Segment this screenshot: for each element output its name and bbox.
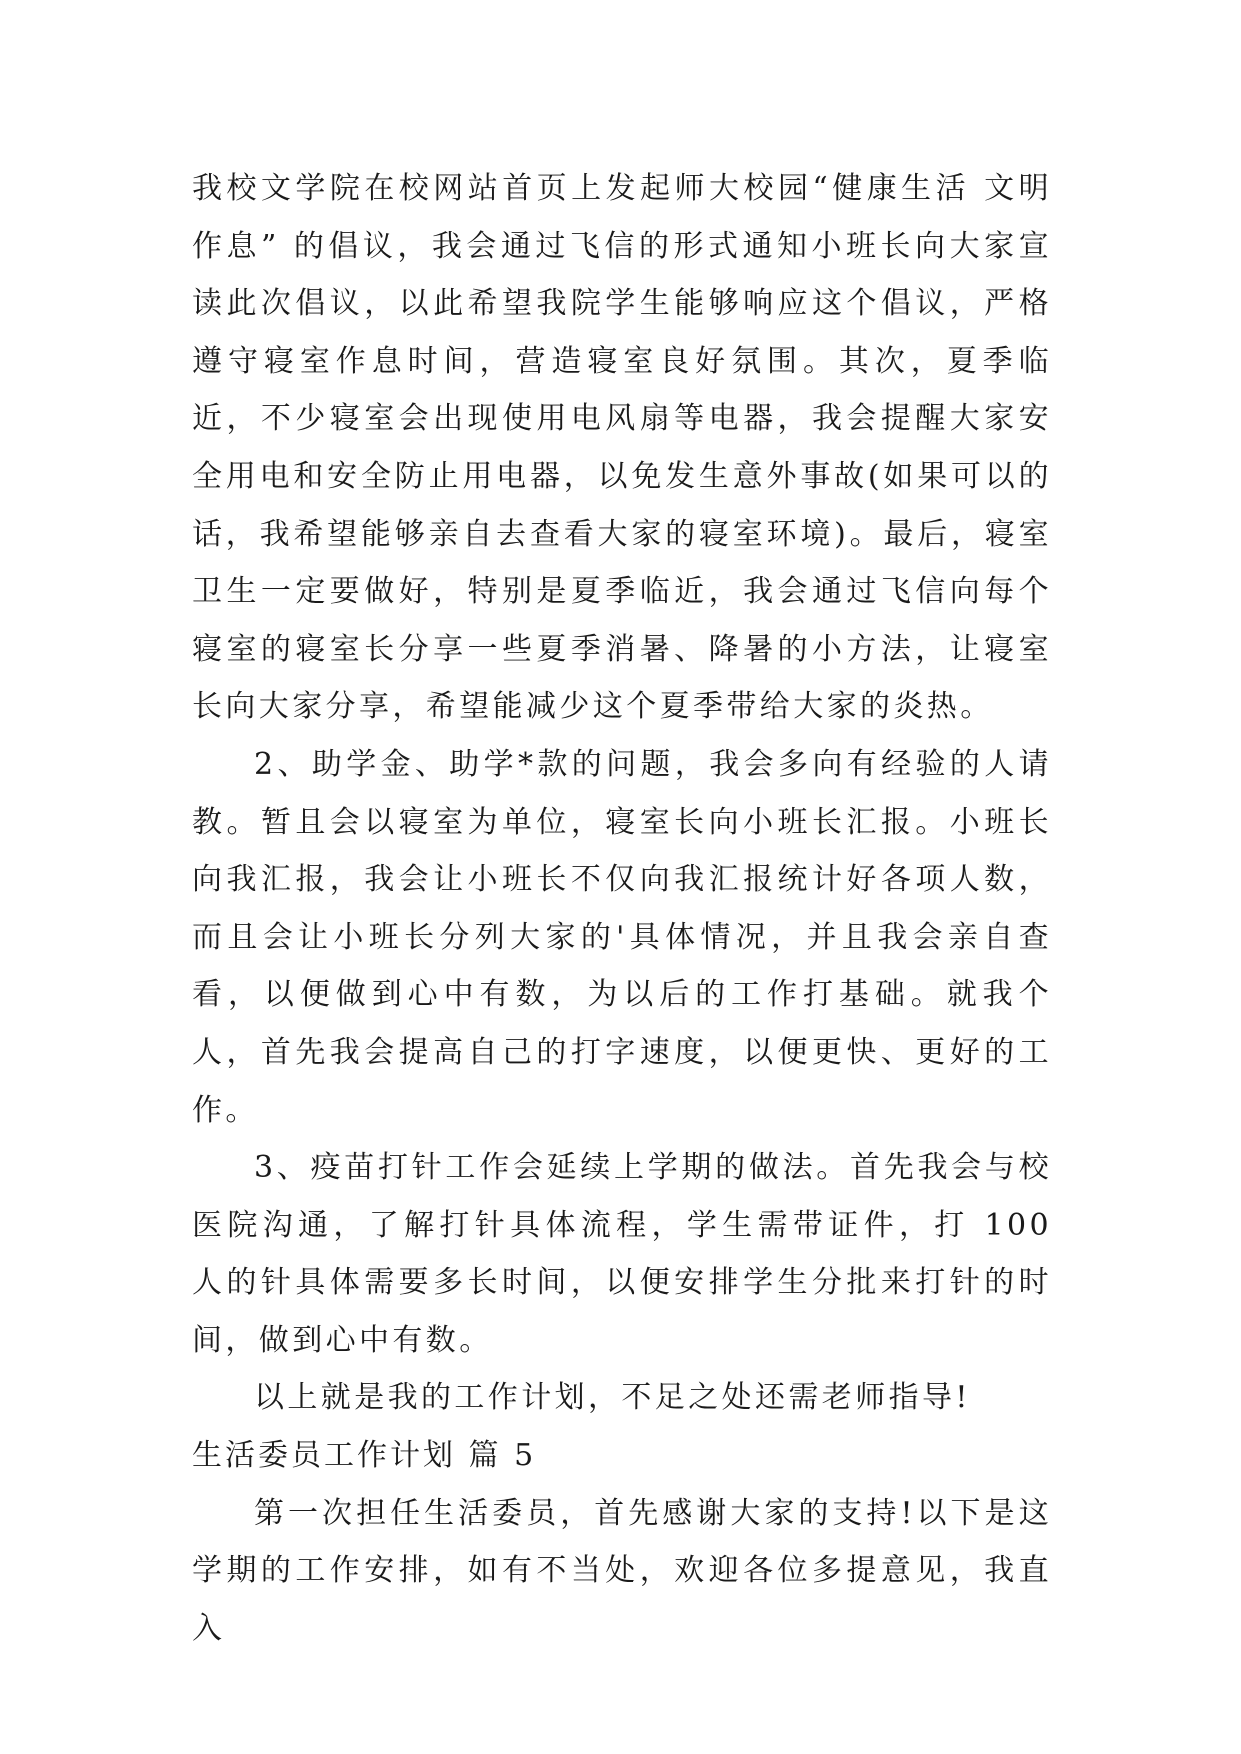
paragraph-intro-part-5: 第一次担任生活委员，首先感谢大家的支持!以下是这学期的工作安排，如有不当处，欢迎各位多提意见，我直入 [192, 1495, 1052, 1646]
paragraph-dormitory-plan: 我校文学院在校网站首页上发起师大校园“健康生活 文明作息” 的倡议，我会通过飞信的形式通知小班长向大家宣读此次倡议，以此希望我院学生能够响应这个倡议，严格遵守寝室作息时间，营造寝室良好氛围。其次，夏季临近，不少寝室会出现使用电风扇等电器，我会提醒大家安全用电和安全防止用电器，以免发生意外事故(如果可以的话，我希望能够亲自去查看大家的寝室环境)。最后，寝室卫生一定要做好，特别是夏季临近，我会通过飞信向每个寝室的寝室长分享一些夏季消暑、降暑的小方法，让寝室长向大家分享，希望能减少这个夏季带给大家的炎热。 [192, 171, 1052, 725]
section-heading: 生活委员工作计划 篇 5 [192, 1438, 537, 1474]
document-body [192, 160, 1052, 1657]
paragraph-financial-aid: 2、助学金、助学*款的问题，我会多向有经验的人请教。暂且会以寝室为单位，寝室长向小班长汇报。小班长向我汇报，我会让小班长不仅向我汇报统计好各项人数，而且会让小班长分列大家的'具体情况，并且我会亲自查看，以便做到心中有数，为以后的工作打基础。就我个人，首先我会提高自己的打字速度，以便更快、更好的工作。 [192, 746, 1052, 1128]
paragraph-vaccination: 3、疫苗打针工作会延续上学期的做法。首先我会与校医院沟通，了解打针具体流程，学生需带证件，打 100 人的针具体需要多长时间，以便安排学生分批来打针的时间，做到心中有数。 [192, 1150, 1052, 1358]
paragraph-closing: 以上就是我的工作计划，不足之处还需老师指导! [254, 1380, 971, 1416]
